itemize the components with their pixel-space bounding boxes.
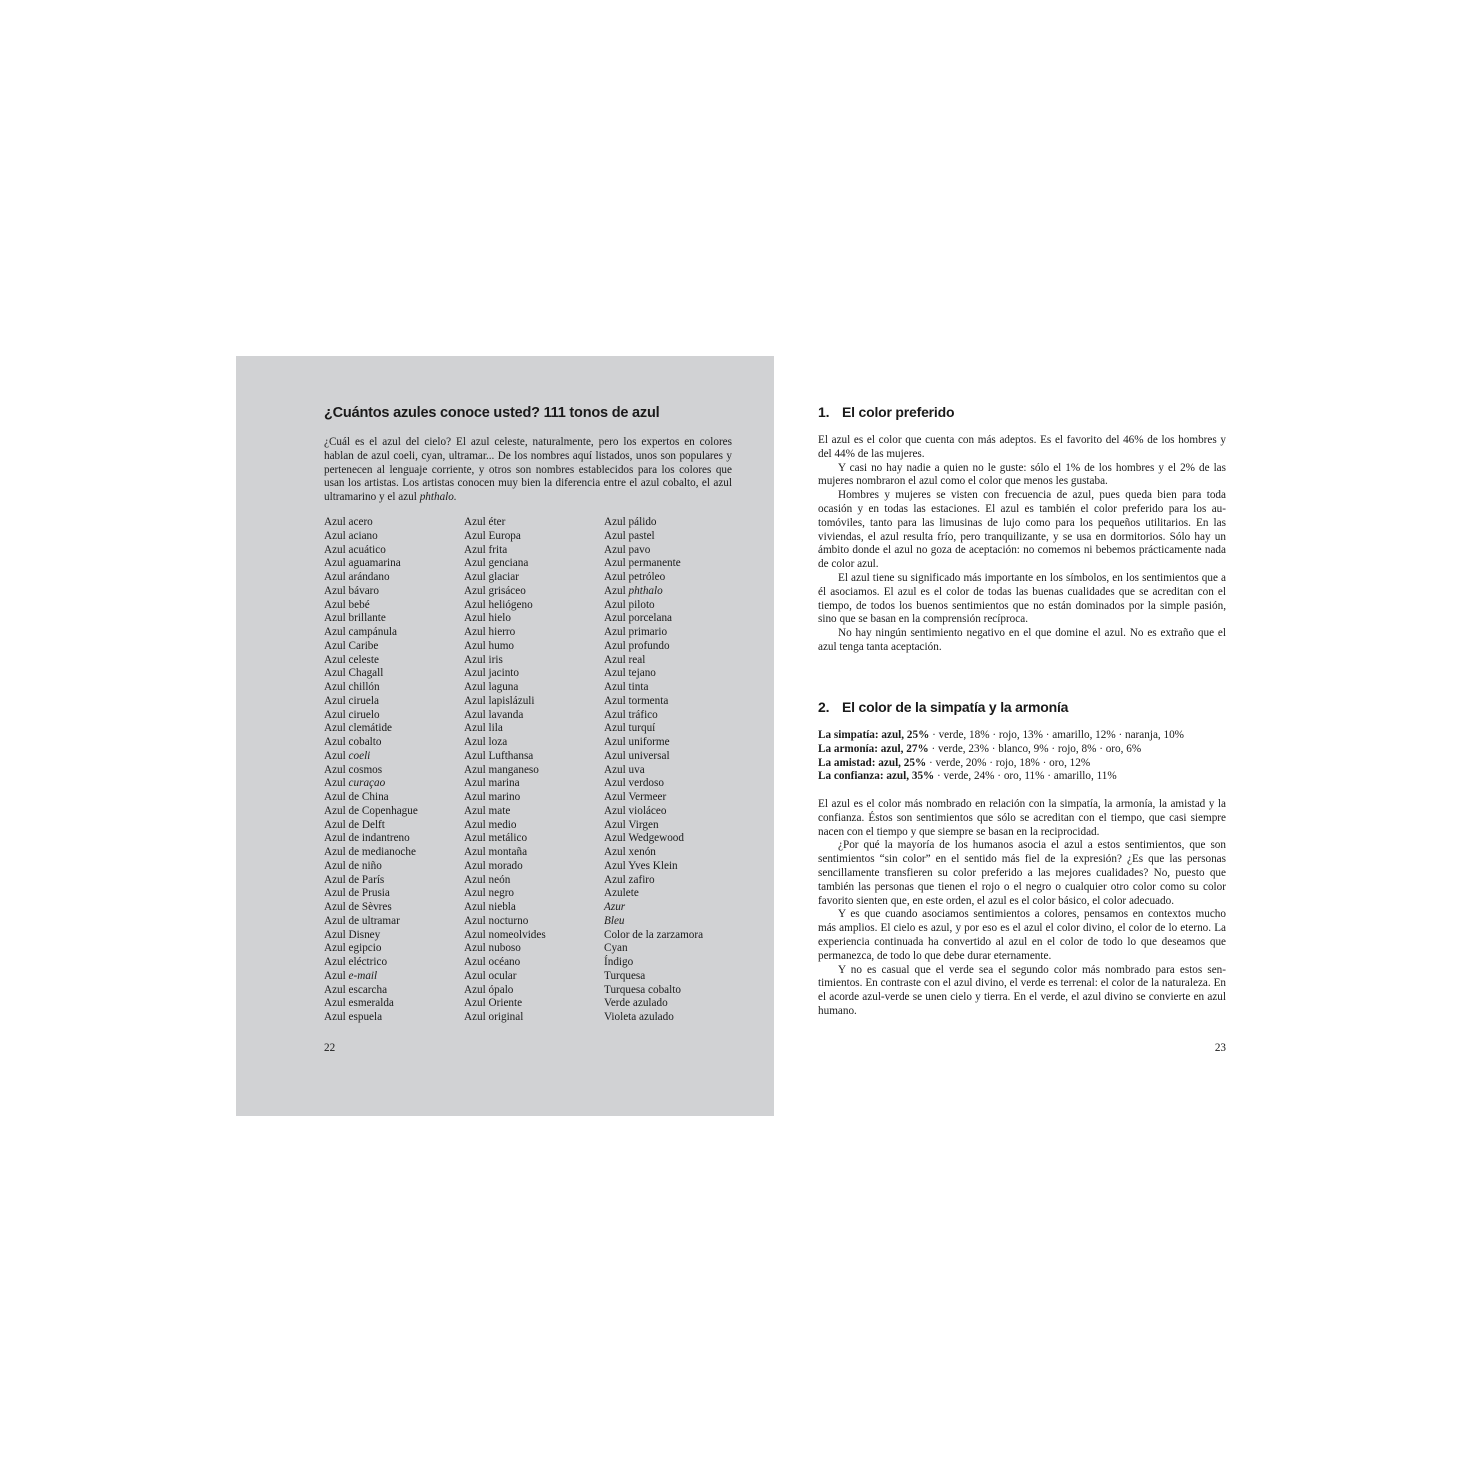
blue-name-item: Azul éter [464,516,506,528]
blue-name-item: Azul profundo [604,639,670,652]
section2-paragraph: Y no es casual que el verde sea el segundo color más nombrado para estos sentimientos. En contraste con el azul divino, el verde es terrenal: el color de la naturaleza. En el acorde azul-verde se unen cielo y tierra. En el verde, el azul divino se convierte en azul humano. [818,963,1226,1017]
blue-name-item: Índigo [604,956,634,968]
blue-name-item: Azul montaña [464,846,528,858]
section2-number: 2. [818,699,830,715]
blue-name-item: Azul clemátide [324,722,393,735]
section2-heading [818,699,1068,715]
blue-name-item: Azul campánula [324,626,397,638]
blue-name-item: Azul de Prusia [324,887,390,900]
survey-stats [818,729,1184,784]
stat-values: · verde, 18% · rojo, 13% · amarillo, 12% · naranja, 10% [929,729,1185,741]
blue-name-item: Cyan [604,942,628,955]
stat-label: La confianza: azul, 35% [818,770,935,783]
blue-name-item: Azul acuático [324,543,386,556]
blue-name-item: Azul esmeralda [324,997,394,1010]
blue-name-item: Azul xenón [604,846,656,858]
blue-name-item: Azul bávaro [324,584,379,597]
blue-name-item: Azul cobalto [324,736,382,748]
blue-name-item: Azul eléctrico [324,956,388,968]
blue-name-item: Azul de Delft [324,818,385,831]
blue-name-item: Azul cosmos [324,763,383,776]
blue-name-item: Azul arándano [324,571,390,583]
stat-line [818,729,1184,743]
blue-name-item: Azul pastel [604,529,655,542]
blue-name-item: Azul primario [604,626,668,638]
stat-values: · verde, 20% · rojo, 18% · oro, 12% [926,756,1091,769]
blue-name-item: Azul original [464,1011,524,1023]
page-number-left: 22 [324,1042,336,1054]
blue-name-item: Azul escarcha [324,983,388,996]
blue-name-item: Azul de Sèvres [324,901,392,913]
section2-paragraph: ¿Por qué la mayoría de los humanos asocia el azul a estos sentimientos, que son sentimientos “sin color” en el sentido más fiel de la expresión? ¿Es que las personas sencillamente transfieren su color preferido a las mejores cualidades? No, puesto que también las personas que tienen el rojo o el negro o cualquier otro color como su color favorito sienten que, en este orden, el azul es el color básico, el color adecuado. [818,839,1226,907]
intro-paragraph [324,436,732,505]
blue-name-item: Azul de niño [324,859,382,872]
blue-name-item: Azul ópalo [464,983,514,996]
blue-list-column-2 [464,516,546,1025]
section1-paragraph: El azul es el color que cuenta con más adeptos. Es el favorito del 46% de los hombres y del 44% de las mujeres. [818,434,1226,460]
stat-line [818,770,1184,784]
blue-name-item: Turquesa cobalto [604,983,681,996]
blue-name-item: Azul uniforme [604,736,670,748]
blue-name-item: Azul de indantreno [324,832,410,845]
section1-body [818,434,1226,655]
blue-name-item: Azul metálico [464,832,528,845]
section1-paragraph: Y casi no hay nadie a quien no le guste: sólo el 1% de los hombres y el 2% de las mujeres nombraron el azul como el color que menos les gustaba. [818,461,1226,488]
blue-name-item: Azul espuela [324,1011,383,1023]
intro-italic: phthalo. [419,491,457,504]
blue-name-item: Azul curaçao [324,777,386,790]
stat-line [818,757,1184,771]
blue-name-item: Azul egipcio [324,942,382,955]
blue-name-item: Azul loza [464,736,508,748]
blue-name-item: Azul nuboso [464,942,521,955]
blue-name-item: Azul phthalo [604,584,663,597]
blue-name-item: Azul lavanda [464,708,524,721]
blue-name-item: Azul hierro [464,626,516,638]
blue-name-item: Azul Virgen [604,818,659,831]
blue-name-item: Azul jacinto [464,667,519,680]
blue-name-item: Azul ciruela [324,694,379,707]
intro-text: ¿Cuál es el azul del cielo? El azul celeste, naturalmente, pero los expertos en colores hablan de azul coeli, cyan, ultramar... De los nombres aquí listados, unos son populares y pertenecen al lenguaje corriente, y otros son nombres establecidos para los colores que usan los artistas. Los artistas conocen muy bien la diferencia entre el azul cobalto, el azul ultramarino y el azul [324,436,732,504]
blue-name-item: Azul heliógeno [464,598,533,611]
blue-name-item: Turquesa [604,969,646,982]
stat-label: La armonía: azul, 27% [818,742,929,755]
blue-name-item: Azul porcelana [604,612,673,625]
left-page-title: ¿Cuántos azules conoce usted? 111 tonos de azul [324,405,660,421]
blue-name-item: Azul permanente [604,557,681,570]
blue-name-item: Azul iris [464,653,503,666]
blue-name-item: Azul ciruelo [324,708,380,721]
section2-paragraph: El azul es el color más nombrado en relación con la simpatía, la armonía, la amistad y la confianza. Éstos son sentimientos que sólo se acreditan con el tiempo, que casi siempre nacen con el tiempo y que siempre se basan en la reciprocidad. [818,798,1226,838]
blue-name-item: Azul tormenta [604,694,669,707]
blue-name-item: Azul e-mail [324,969,378,982]
blue-name-item: Azul neón [464,873,511,886]
blue-name-item: Azul Europa [464,529,521,542]
blue-name-item: Azul nomeolvides [464,928,546,941]
blue-name-item: Azul niebla [464,901,516,913]
blue-name-item: Color de la zarzamora [604,928,704,941]
blue-name-item: Azul lila [464,722,503,735]
blue-name-item: Azul laguna [464,681,519,693]
blue-name-item: Azul aciano [324,529,378,542]
section1-paragraph: No hay ningún sentimiento negativo en el que domine el azul. No es extraño que el azul tenga tanta aceptación. [818,627,1226,653]
stat-values: · verde, 23% · blanco, 9% · rojo, 8% · oro, 6% [928,742,1142,755]
section1-title: El color preferido [842,404,955,420]
blue-name-item: Azul bebé [324,598,370,611]
blue-name-item: Azul de Copenhague [324,804,418,817]
blue-name-item: Azul pavo [604,543,651,556]
blue-name-item: Azul grisáceo [464,584,526,597]
blue-name-item: Azul chillón [324,681,380,693]
blue-name-item: Azul marina [464,777,520,790]
stat-label: La amistad: azul, 25% [818,756,927,769]
blue-name-item: Azul coeli [324,749,371,762]
blue-name-item: Azul acero [324,516,373,528]
left-page [236,356,774,1116]
blue-name-item: Azul celeste [324,653,379,666]
section2-body [818,798,1226,1019]
stat-line [818,743,1184,757]
blue-list-column-1 [324,516,418,1025]
blue-name-item: Azul frita [464,543,508,556]
blue-name-item: Azul morado [464,859,523,872]
stat-values: · verde, 24% · oro, 11% · amarillo, 11% [934,770,1117,783]
section1-heading [818,404,954,420]
blue-name-item: Azul Oriente [464,997,523,1010]
right-page [774,356,1312,1116]
blue-name-item: Azul de ultramar [324,914,400,927]
blue-name-item: Azul violáceo [604,804,667,817]
blue-name-item: Azul nocturno [464,914,529,927]
blue-name-item: Azul real [604,653,646,666]
blue-name-item: Azul glaciar [464,571,519,583]
blue-name-item: Azul Chagall [324,667,384,680]
blue-name-item: Azul zafiro [604,873,655,886]
stat-label: La simpatía: azul, 25% [818,729,930,741]
blue-name-item: Azul pálido [604,516,657,528]
blue-name-item: Azul genciana [464,557,529,570]
blue-name-item: Azul ocular [464,969,517,982]
blue-name-item: Violeta azulado [604,1011,674,1023]
blue-name-item: Azul negro [464,887,515,900]
section1-paragraph: El azul tiene su significado más importante en los símbolos, en los sentimientos que a él asociamos. El azul es el color de todas las buenas cualidades que se acreditan con el tiempo, de todos los buenos sentimientos que no están dominados por la simple pasión, sino que se basan en la comprensión recíproca. [818,571,1226,626]
blue-name-item: Azul tejano [604,667,656,680]
blue-name-item: Azul marino [464,791,521,803]
blue-name-item: Bleu [604,914,625,927]
blue-name-item: Azul medio [464,818,517,831]
blue-name-item: Azul Yves Klein [604,859,678,872]
blue-name-item: Azul aguamarina [324,557,401,570]
blue-name-item: Azul de París [324,873,385,886]
blue-name-item: Azul Disney [324,928,381,941]
section1-number: 1. [818,404,830,420]
blue-name-item: Azul hielo [464,612,511,625]
blue-name-item: Azul Caribe [324,639,379,652]
blue-name-item: Azul universal [604,749,670,762]
section1-paragraph: Hombres y mujeres se visten con frecuencia de azul, pues queda bien para toda ocasión y en todas las estaciones. El azul es también el color preferido para los automóviles, tanto para las limusinas de lujo como para los pequeños utilitarios. En las viviendas, el azul resulta frío, pero tranquilizante, y se usa en dormitorios. Sólo hay un ámbito donde el azul no goza de aceptación: no comemos ni bebemos prácticamente nada de color azul. [818,489,1226,571]
blue-name-item: Azul tráfico [604,708,658,721]
blue-name-item: Azul de China [324,791,389,803]
blue-name-item: Azul manganeso [464,763,539,776]
blue-name-item: Azul lapislázuli [464,694,535,707]
blue-name-item: Azul océano [464,956,521,968]
blue-name-item: Azul uva [604,763,645,776]
blue-name-item: Azul piloto [604,598,655,611]
blue-name-item: Azul humo [464,639,515,652]
blue-name-item: Verde azulado [604,997,668,1010]
blue-name-item: Azul brillante [324,612,386,625]
blue-name-item: Azul petróleo [604,571,666,583]
blue-name-item: Azul de medianoche [324,846,416,858]
blue-name-item: Azul verdoso [604,777,664,790]
page-number-right: 23 [1214,1042,1226,1054]
blue-name-item: Azul mate [464,804,511,817]
blue-name-item: Azul turquí [604,722,656,735]
blue-name-item: Azur [604,901,626,913]
blue-name-item: Azul Lufthansa [464,749,534,762]
blue-name-item: Azul Wedgewood [604,832,684,845]
blue-name-item: Azulete [604,887,639,900]
section2-paragraph: Y es que cuando asociamos sentimientos a colores, pensamos en contextos mucho más amplios. El cielo es azul, y por eso es el azul el color divino, el color de lo eterno. La experiencia continuada ha convertido al azul en el color de todo lo que deseamos que permanezca, de todo lo que debe durar eternamente. [818,908,1226,962]
blue-name-item: Azul tinta [604,681,649,693]
blue-list-column-3 [604,516,703,1025]
blue-name-item: Azul Vermeer [604,791,667,803]
section2-title: El color de la simpatía y la armonía [842,699,1069,715]
